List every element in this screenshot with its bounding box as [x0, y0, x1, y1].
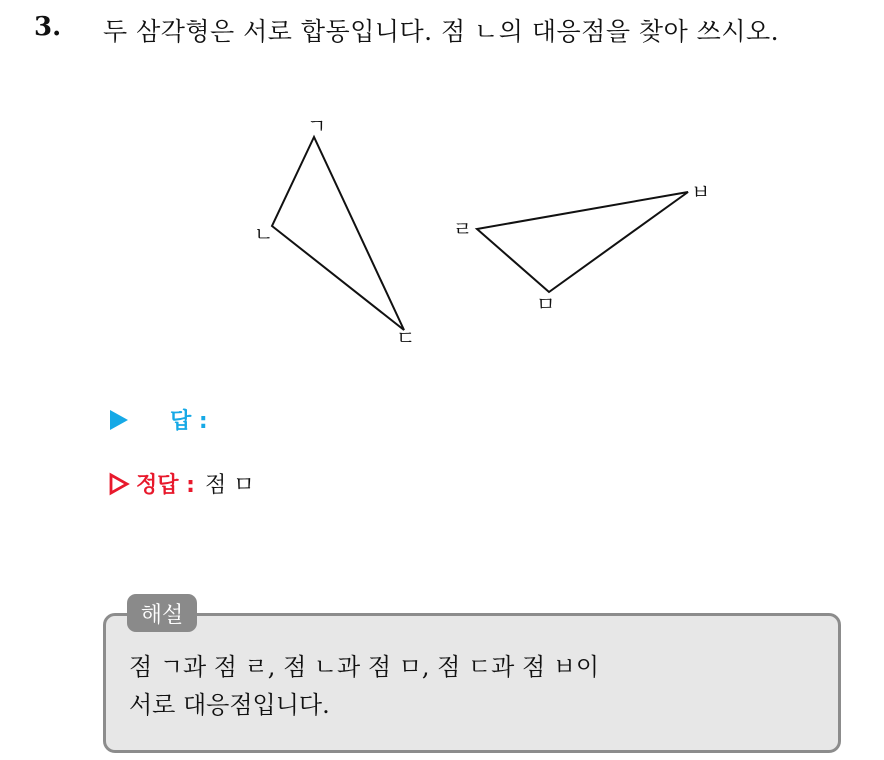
vertex-label-nieun: ㄴ [254, 222, 274, 246]
correct-answer-row [108, 468, 254, 499]
question-text: 두 삼각형은 서로 합동입니다. 점 ㄴ의 대응점을 찾아 쓰시오. [103, 17, 780, 46]
triangle-1 [272, 137, 404, 330]
play-outline-icon [108, 472, 130, 496]
vertex-label-bieup: ㅂ [691, 180, 711, 204]
triangle-2 [477, 192, 688, 292]
vertex-label-giyeok: ㄱ [307, 114, 327, 138]
answer-label: 답 : [170, 409, 208, 434]
explanation-tab: 해설 [127, 594, 197, 632]
explanation-text [129, 648, 599, 724]
explanation-line-2: 서로 대응점입니다. [129, 691, 330, 719]
play-arrow-icon [108, 408, 130, 432]
vertex-label-mieum: ㅁ [536, 292, 556, 316]
vertex-label-rieul: ㄹ [453, 217, 473, 241]
answer-row [108, 404, 208, 435]
correct-answer-value: 점 ㅁ [204, 473, 255, 498]
explanation-line-1: 점 ㄱ과 점 ㄹ, 점 ㄴ과 점 ㅁ, 점 ㄷ과 점 ㅂ이 [129, 653, 600, 681]
vertex-label-digeut: ㄷ [396, 326, 416, 350]
question-number: 3. [34, 12, 62, 42]
correct-answer-label: 정답 : [136, 473, 195, 498]
